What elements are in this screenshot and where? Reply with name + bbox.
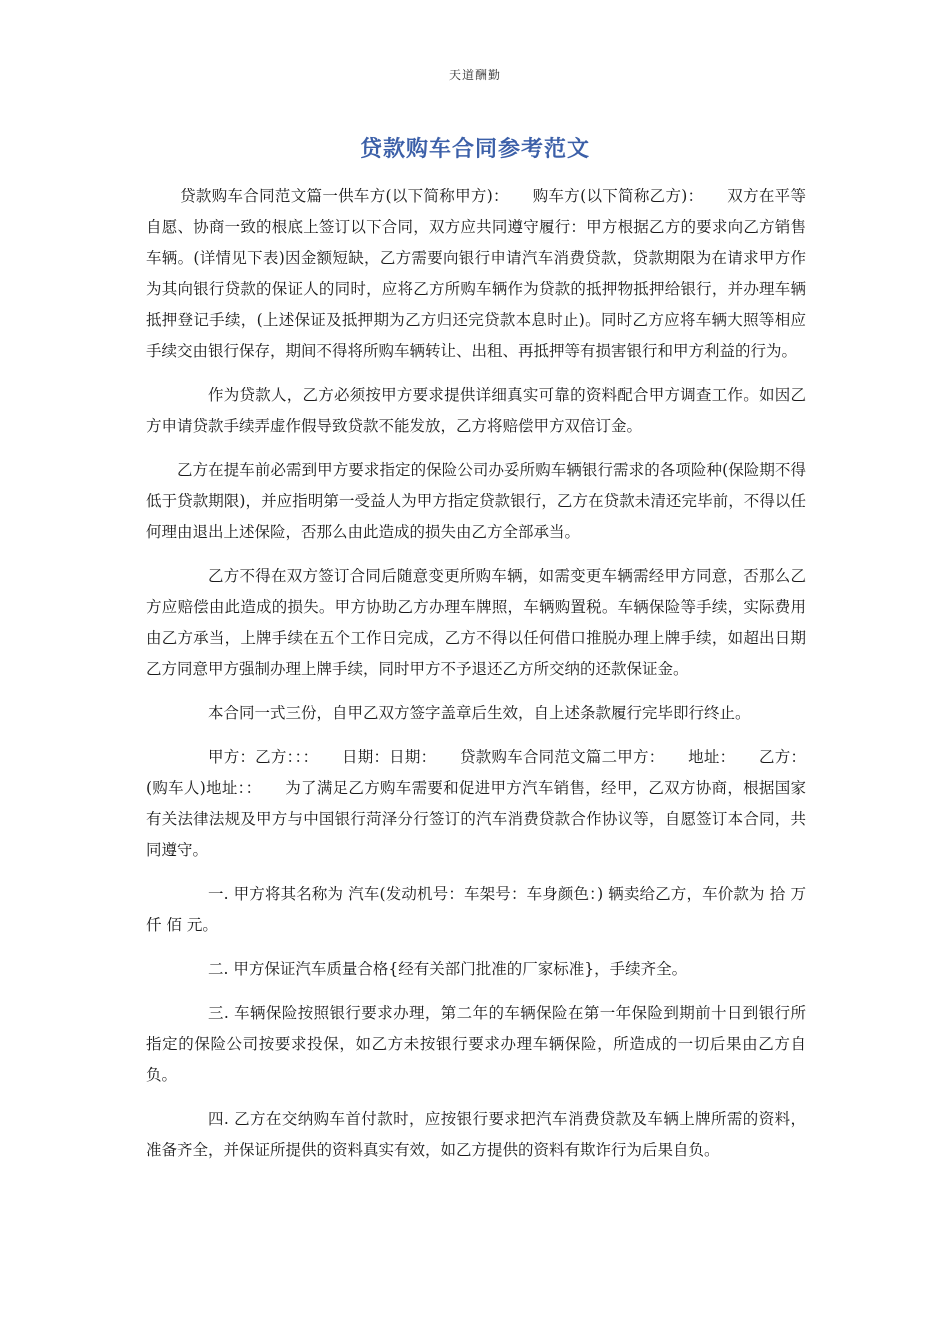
document-title: 贷款购车合同参考范文 — [359, 137, 590, 162]
paragraph-copies: 本合同一式三份，自甲乙双方签字盖章后生效，自上述条款履行完毕即行终止。 — [208, 704, 751, 722]
paragraph-insurance: 乙方在提车前必需到甲方要求指定的保险公司办妥所购车辆银行需求的各项险种(保险期不得低于贷款期限)，并应指明第一受益人为甲方指定贷款银行，乙方在贷款未清还完毕前，不得以任何理由退出上述保险，否那么由此造成的损失由乙方全部承当。 — [146, 461, 806, 541]
paragraph-parties: 甲方：乙方：：： 日期：日期： 贷款购车合同范文篇二甲方： 地址： 乙方：(购车人)地址：： 为了满足乙方购车需要和促进甲方汽车销售，经甲，乙双方协商，根据国家有关法律法规及甲方与中国银行菏泽分行签订的汽车消费贷款合作协议等，自愿签订本合同，共同遵守。 — [146, 748, 806, 859]
header-note: 天道酬勤 — [448, 68, 501, 82]
paragraph-borrower-duty: 作为贷款人，乙方必须按甲方要求提供详细真实可靠的资料配合甲方调查工作。如因乙方申请贷款手续弄虚作假导致贷款不能发放，乙方将赔偿甲方双倍订金。 — [146, 386, 806, 435]
paragraph-intro: 贷款购车合同范文篇一供车方(以下简称甲方)： 购车方(以下简称乙方)： 双方在平等自愿、协商一致的根底上签订以下合同，双方应共同遵守履行：甲方根据乙方的要求向乙方销售车辆。(详情见下表)因金额短缺，乙方需要向银行申请汽车消费贷款，贷款期限为在请求甲方作为其向银行贷款的保证人的同时，应将乙方所购车辆作为贷款的抵押物抵押给银行，并办理车辆抵押登记手续，(上述保证及抵押期为乙方归还完贷款本息时止)。同时乙方应将车辆大照等相应手续交由银行保存，期间不得将所购车辆转让、出租、再抵押等有损害银行和甲方利益的行为。 — [146, 187, 806, 360]
paragraph-clause-1: 一. 甲方将其名称为 汽车(发动机号：车架号：车身颜色：) 辆卖给乙方，车价款为 拾 万 仟 佰 元。 — [146, 885, 806, 934]
paragraph-clause-3: 三. 车辆保险按照银行要求办理，第二年的车辆保险在第一年保险到期前十日到银行所指定的保险公司按要求投保，如乙方未按银行要求办理车辆保险，所造成的一切后果由乙方自负。 — [146, 1004, 806, 1084]
document-body — [146, 181, 806, 1179]
paragraph-clause-4: 四. 乙方在交纳购车首付款时，应按银行要求把汽车消费贷款及车辆上牌所需的资料，准备齐全，并保证所提供的资料真实有效，如乙方提供的资料有欺诈行为后果自负。 — [146, 1110, 806, 1159]
paragraph-vehicle-change: 乙方不得在双方签订合同后随意变更所购车辆，如需变更车辆需经甲方同意，否那么乙方应赔偿由此造成的损失。甲方协助乙方办理车牌照，车辆购置税。车辆保险等手续，实际费用由乙方承当，上牌手续在五个工作日完成，乙方不得以任何借口推脱办理上牌手续，如超出日期乙方同意甲方强制办理上牌手续，同时甲方不予退还乙方所交纳的还款保证金。 — [146, 567, 806, 678]
paragraph-clause-2: 二. 甲方保证汽车质量合格{经有关部门批准的厂家标准}，手续齐全。 — [208, 960, 688, 978]
